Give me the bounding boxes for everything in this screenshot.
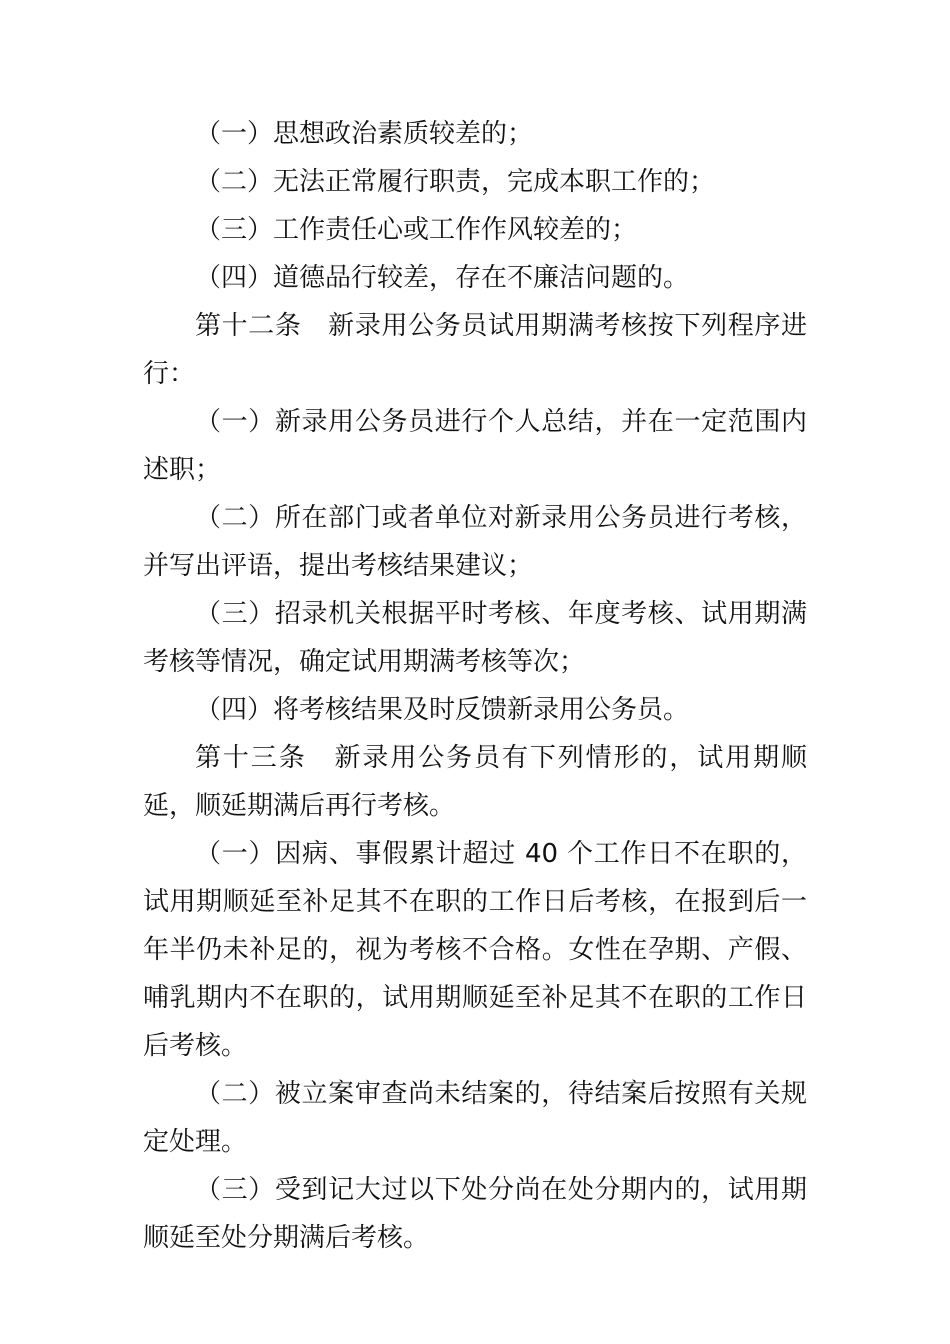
article-13-heading: 第十三条 新录用公务员有下列情形的，试用期顺延，顺延期满后再行考核。 bbox=[143, 743, 807, 821]
paragraph-item-1: （一）思想政治素质较差的； bbox=[195, 119, 534, 149]
paragraph-item-10: （二）被立案审查尚未结案的，待结案后按照有关规定处理。 bbox=[143, 1079, 807, 1157]
paragraph-item-7: （三）招录机关根据平时考核、年度考核、试用期满考核等情况，确定试用期满考核等次； bbox=[143, 599, 807, 677]
paragraph-item-5: （一）新录用公务员进行个人总结，并在一定范围内述职； bbox=[143, 407, 807, 485]
document-body bbox=[143, 110, 807, 1262]
paragraph-item-9: （一）因病、事假累计超过 40 个工作日不在职的，试用期顺延至补足其不在职的工作日后考核，在报到后一年半仍未补足的，视为考核不合格。女性在孕期、产假、哺乳期内不在职的，试用期顺延至补足其不在职的工作日后考核。 bbox=[143, 839, 807, 1061]
paragraph-item-8: （四）将考核结果及时反馈新录用公务员。 bbox=[195, 695, 690, 725]
paragraph-item-6: （二）所在部门或者单位对新录用公务员进行考核，并写出评语，提出考核结果建议； bbox=[143, 503, 807, 581]
paragraph-item-3: （三）工作责任心或工作作风较差的； bbox=[195, 215, 638, 245]
paragraph-item-2: （二）无法正常履行职责，完成本职工作的； bbox=[195, 167, 716, 197]
article-12-heading: 第十二条 新录用公务员试用期满考核按下列程序进行： bbox=[143, 311, 807, 389]
paragraph-item-11: （三）受到记大过以下处分尚在处分期内的，试用期顺延至处分期满后考核。 bbox=[143, 1175, 807, 1253]
paragraph-item-4: （四）道德品行较差，存在不廉洁问题的。 bbox=[195, 263, 690, 293]
